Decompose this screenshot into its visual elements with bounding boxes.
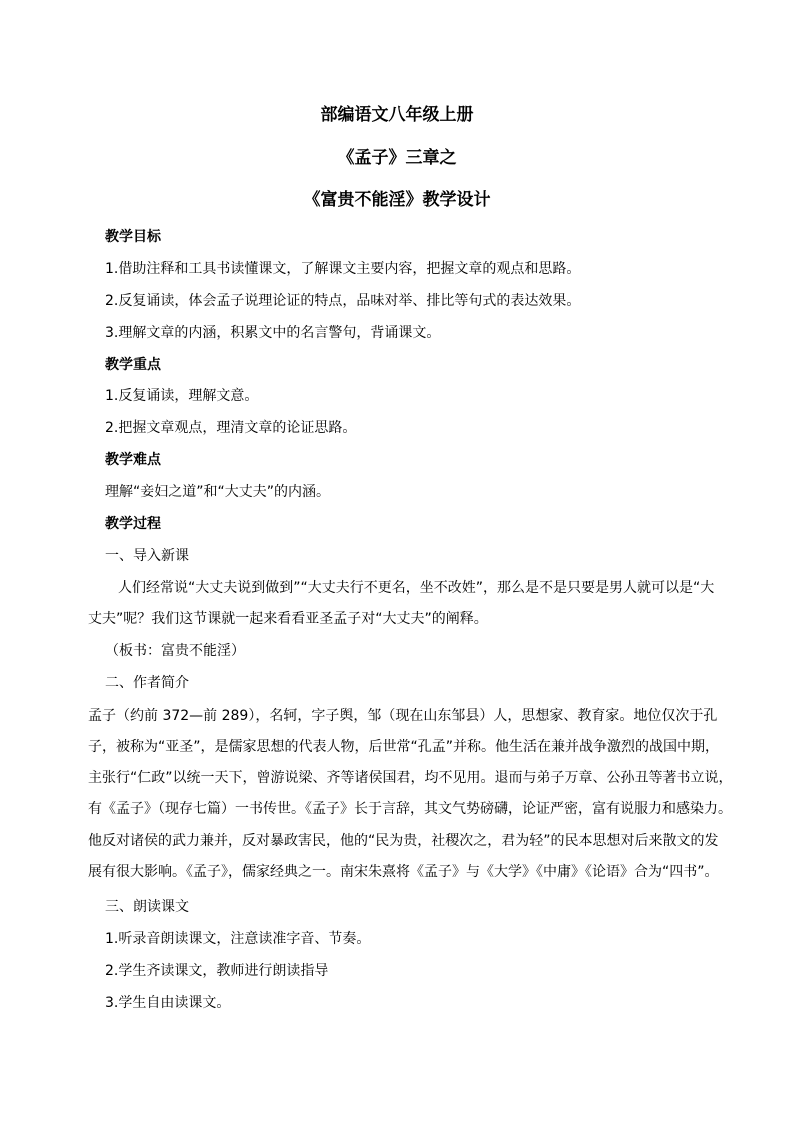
author-paragraph-line: 他反对诸侯的武力兼并，反对暴政害民，他的“民为贵，社稷次之，君为轻”的民本思想对后来散文的发 <box>88 833 719 849</box>
difficulty-item: 理解“妾妇之道”和“大丈夫”的内涵。 <box>105 484 331 500</box>
key-points-heading: 教学重点 <box>105 357 161 373</box>
goals-heading: 教学目标 <box>105 229 161 245</box>
section-title-reading: 三、朗读课文 <box>105 899 189 915</box>
author-paragraph-line: 展有很大影响。《孟子》，儒家经典之一。南宋朱熹将《孟子》与《大学》《中庸》《论语》合为“四书”。 <box>88 864 719 880</box>
author-paragraph-line: 主张行“仁政”以统一天下，曾游说梁、齐等诸侯国君，均不见用。退而与弟子万章、公孙丑等著书立说， <box>88 770 733 786</box>
reading-item: 1.听录音朗读课文，注意读准字音、节奏。 <box>105 931 371 947</box>
doc-title-line3: 《富贵不能淫》教学设计 <box>303 190 491 210</box>
process-heading: 教学过程 <box>105 516 161 532</box>
goal-item: 2.反复诵读，体会孟子说理论证的特点，品味对举、排比等句式的表达效果。 <box>105 293 581 309</box>
author-paragraph-line: 有《孟子》（现存七篇）一书传世。《孟子》长于言辞，其文气势磅礴，论证严密，富有说服力和感染力。 <box>88 801 732 817</box>
section-title-intro: 一、导入新课 <box>105 548 189 564</box>
author-paragraph-line: 孟子（约前 372—前 289），名轲，字子舆，邹（现在山东邹县）人，思想家、教育家。地位仅次于孔 <box>88 708 718 724</box>
intro-paragraph-line: 人们经常说“大丈夫说到做到”“大丈夫行不更名，坐不改姓”，那么是不是只要是男人就可以是“大 <box>118 580 715 596</box>
reading-item: 2.学生齐读课文，教师进行朗读指导 <box>105 963 329 979</box>
intro-paragraph-line: 丈夫”呢？我们这节课就一起来看看亚圣孟子对“大丈夫”的阐释。 <box>88 611 488 627</box>
key-point-item: 1.反复诵读，理解文意。 <box>105 388 259 404</box>
goal-item: 3.理解文章的内涵，积累文中的名言警句，背诵课文。 <box>105 325 441 341</box>
reading-item: 3.学生自由读课文。 <box>105 995 231 1011</box>
difficulties-heading: 教学难点 <box>105 452 161 468</box>
doc-title-line1: 部编语文八年级上册 <box>320 105 474 125</box>
board-note: （板书：富贵不能淫） <box>105 643 245 659</box>
goal-item: 1.借助注释和工具书读懂课文，了解课文主要内容，把握文章的观点和思路。 <box>105 261 581 277</box>
author-paragraph-line: 子，被称为“亚圣”，是儒家思想的代表人物，后世常“孔孟”并称。他生活在兼并战争激烈的战国中期， <box>88 739 720 755</box>
doc-title-line2: 《孟子》三章之 <box>337 148 457 168</box>
key-point-item: 2.把握文章观点，理清文章的论证思路。 <box>105 420 357 436</box>
section-title-author: 二、作者简介 <box>105 675 189 691</box>
